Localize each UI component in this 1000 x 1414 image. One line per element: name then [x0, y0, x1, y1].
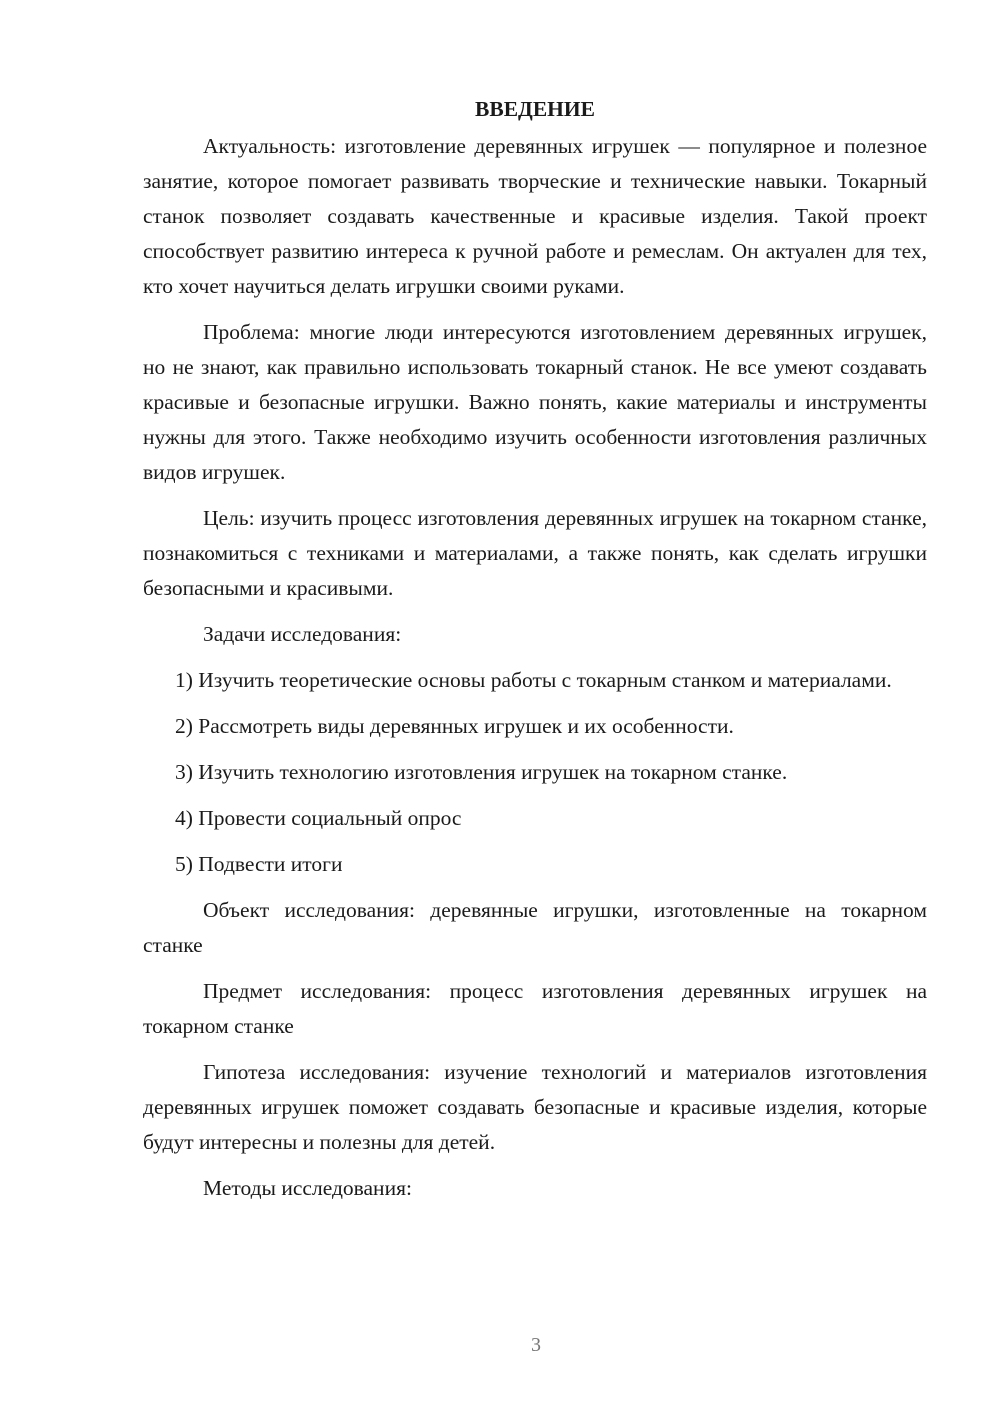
page-title: ВВЕДЕНИЕ [475, 97, 595, 121]
tasks-heading: Задачи исследования: [203, 622, 402, 646]
task-item-3: 3) Изучить технологию изготовления игрушек на токарном станке. [175, 760, 788, 784]
page-number: 3 [531, 1334, 541, 1356]
document-page [143, 92, 927, 1217]
task-item-1: 1) Изучить теоретические основы работы с токарным станком и материалами. [175, 668, 892, 692]
relevance-paragraph: Актуальность: изготовление деревянных игрушек — популярное и полезное занятие, которое помогает развивать творческие и технические навыки. Токарный станок позволяет создавать качественные и красивые изделия. Такой проект способствует развитию интереса к ручной работе и ремеслам. Он актуален для тех, кто хочет научиться делать игрушки своими руками. [143, 134, 927, 298]
task-item-4: 4) Провести социальный опрос [175, 806, 462, 830]
object-paragraph: Объект исследования: деревянные игрушки, изготовленные на токарном станке [143, 898, 927, 957]
hypothesis-paragraph: Гипотеза исследования: изучение технологий и материалов изготовления деревянных игрушек поможет создавать безопасные и красивые изделия, которые будут интересны и полезны для детей. [143, 1060, 927, 1154]
subject-paragraph: Предмет исследования: процесс изготовления деревянных игрушек на токарном станке [143, 979, 927, 1038]
problem-paragraph: Проблема: многие люди интересуются изготовлением деревянных игрушек, но не знают, как правильно использовать токарный станок. Не все умеют создавать красивые и безопасные игрушки. Важно понять, какие материалы и инструменты нужны для этого. Также необходимо изучить особенности изготовления различных видов игрушек. [143, 320, 927, 484]
task-item-5: 5) Подвести итоги [175, 852, 343, 876]
goal-paragraph: Цель: изучить процесс изготовления деревянных игрушек на токарном станке, познакомиться с техниками и материалами, а также понять, как сделать игрушки безопасными и красивыми. [143, 506, 927, 600]
methods-heading: Методы исследования: [203, 1176, 412, 1200]
task-item-2: 2) Рассмотреть виды деревянных игрушек и их особенности. [175, 714, 734, 738]
